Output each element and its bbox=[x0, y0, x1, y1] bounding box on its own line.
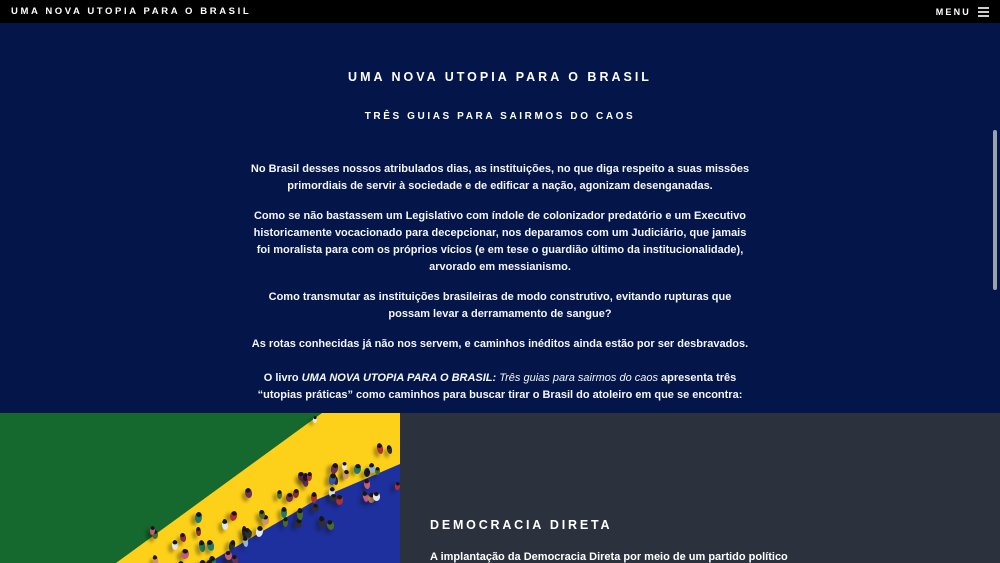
person-figure bbox=[307, 472, 312, 481]
person-figure bbox=[311, 492, 317, 503]
page-title: UMA NOVA UTOPIA PARA O BRASIL bbox=[348, 70, 652, 84]
person-figure bbox=[277, 490, 282, 499]
person-figure bbox=[195, 512, 203, 523]
hero-paragraph-book bbox=[248, 370, 753, 404]
person-figure bbox=[372, 492, 379, 501]
book-paragraph-prefix: O livro bbox=[263, 372, 302, 384]
top-bar bbox=[0, 0, 1000, 23]
book-paragraph-suffix: apresenta três “utopias práticas” como caminhos para buscar tirar o Brasil do atoleiro em que se encontra: bbox=[257, 372, 743, 401]
person-figure bbox=[386, 445, 393, 455]
person-figure bbox=[374, 467, 380, 475]
person-figure bbox=[376, 443, 384, 455]
hero-paragraph-2: Como se não bastassem um Legislativo com índole de colonizador predatório e um Executivo historicamente vocacionado para decepcionar, nos deparamos com um Judiciário, que jamais foi moralista para com os próprios vícios (e em tese o guardião último da institucionalidade), arvorado em messianismo. bbox=[253, 210, 747, 273]
book-title: UMA NOVA UTOPIA PARA O BRASIL: bbox=[301, 372, 497, 384]
hero-paragraph-1: No Brasil desses nossos atribulados dias, as instituições, no que diga respeito a suas missões primordiais de servir à sociedade e de edificar a nação, agonizam desenganadas. bbox=[250, 163, 750, 192]
hero-paragraph-4: As rotas conhecidas já não nos servem, e caminhos inéditos ainda estão por ser desbravados. bbox=[251, 338, 749, 350]
person-figure bbox=[180, 548, 188, 559]
page-subtitle: TRÊS GUIAS PARA SAIRMOS DO CAOS bbox=[364, 111, 636, 122]
person-figure bbox=[280, 507, 286, 518]
hero-section bbox=[0, 23, 1000, 413]
person-figure bbox=[258, 510, 265, 520]
person-figure bbox=[198, 540, 206, 552]
person-figure bbox=[152, 554, 160, 563]
hero-copy bbox=[248, 161, 753, 404]
section-heading: DEMOCRACIA DIRETA bbox=[430, 518, 613, 532]
person-figure bbox=[285, 492, 294, 502]
person-figure bbox=[172, 540, 178, 550]
person-figure bbox=[245, 488, 254, 499]
bottom-section bbox=[0, 413, 1000, 563]
book-subtitle: Três guias para sairmos do caos bbox=[496, 372, 658, 384]
person-figure bbox=[292, 489, 299, 498]
hamburger-icon bbox=[978, 7, 989, 17]
person-figure bbox=[283, 517, 288, 527]
person-figure bbox=[330, 462, 340, 475]
scrollbar-thumb[interactable] bbox=[993, 130, 997, 290]
person-figure bbox=[229, 510, 238, 521]
site-title: UMA NOVA UTOPIA PARA O BRASIL bbox=[11, 6, 252, 17]
person-figure bbox=[222, 519, 229, 531]
hero-paragraph-3: Como transmutar as instituições brasileiras de modo construtivo, evitando rupturas que possam levar a derramamento de sangue? bbox=[268, 291, 732, 320]
crowd-on-brazil-flag-image bbox=[0, 413, 400, 563]
person-figure bbox=[353, 463, 362, 474]
person-figure bbox=[179, 533, 186, 543]
person-figure bbox=[196, 526, 201, 535]
democracia-direta-panel bbox=[400, 413, 1000, 563]
democracia-direta-link[interactable]: A implantação da Democracia Direta por meio de um partido político bbox=[430, 551, 788, 563]
person-figure bbox=[313, 416, 317, 423]
person-figure bbox=[206, 539, 215, 551]
menu-label: MENU bbox=[935, 6, 971, 17]
person-figure bbox=[342, 462, 347, 470]
menu-button[interactable] bbox=[936, 7, 989, 17]
